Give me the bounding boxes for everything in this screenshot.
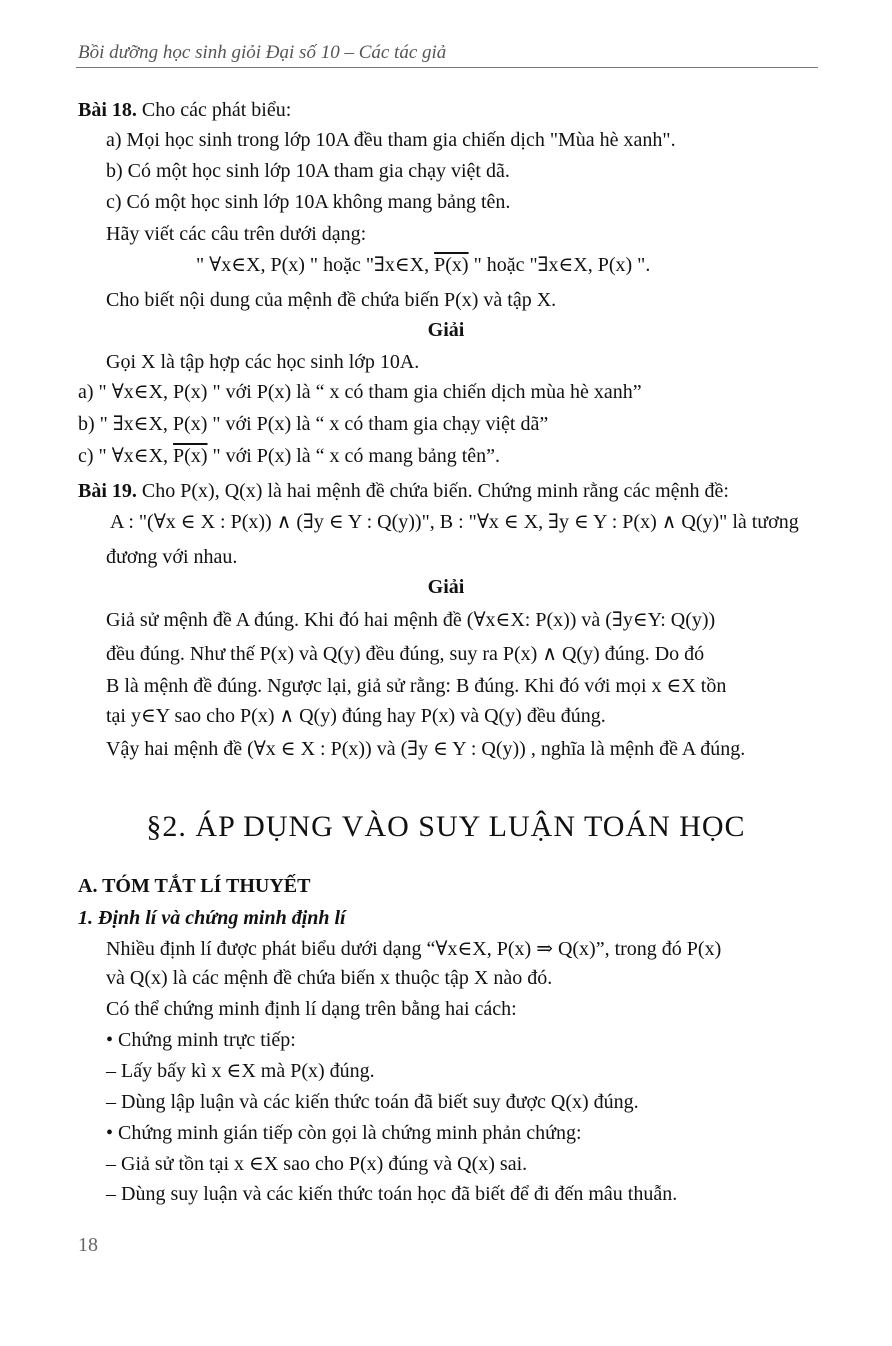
theory-line: – Lấy bấy kì x ∈X mà P(x) đúng. xyxy=(106,1060,375,1082)
theory-bullet: • Chứng minh gián tiếp còn gọi là chứng minh phản chứng: xyxy=(106,1122,582,1144)
task-text-2: Cho biết nội dung của mệnh đề chứa biến P(x) và tập X. xyxy=(106,289,557,311)
section-title: §2. ÁP DỤNG VÀO SUY LUẬN TOÁN HỌC xyxy=(146,810,746,843)
solution-c xyxy=(78,443,500,469)
task-text: Hãy viết các câu trên dưới dạng: xyxy=(106,223,367,245)
solution-a: a) " ∀x∈X, P(x) " với P(x) là “ x có tham gia chiến dịch mùa hè xanh” xyxy=(78,381,642,403)
theory-line: – Giả sử tồn tại x ∈X sao cho P(x) đúng và Q(x) sai. xyxy=(106,1153,528,1175)
negated-px: P(x) xyxy=(434,254,469,276)
theory-bullet: • Chứng minh trực tiếp: xyxy=(106,1029,296,1051)
negated-px: P(x) xyxy=(173,445,208,467)
theory-line: – Dùng suy luận và các kiến thức toán học đã biết để đi đến mâu thuẫn. xyxy=(106,1183,678,1205)
subsection-heading: 1. Định lí và chứng minh định lí xyxy=(78,907,346,929)
problem-intro: Cho P(x), Q(x) là hai mệnh đề chứa biến. Chứng minh rằng các mệnh đề: xyxy=(141,480,729,502)
statement-ab: A : "(∀x ∈ X : P(x)) ∧ (∃y ∈ Y : Q(y))", B : "∀x ∈ X, ∃y ∈ Y : P(x) ∧ Q(y)" là tương xyxy=(110,511,799,533)
problem-18-heading xyxy=(78,97,291,123)
statement-a: a) Mọi học sinh trong lớp 10A đều tham gia chiến dịch "Mùa hè xanh". xyxy=(106,129,676,151)
solution-b: b) " ∃x∈X, P(x) " với P(x) là “ x có tham gia chạy việt dã” xyxy=(78,413,549,435)
header-rule xyxy=(76,67,818,68)
theory-line: và Q(x) là các mệnh đề chứa biến x thuộc tập X nào đó. xyxy=(106,967,553,989)
theory-line: – Dùng lập luận và các kiến thức toán đã biết suy được Q(x) đúng. xyxy=(106,1091,639,1113)
text: " với P(x) là “ x có mang bảng tên”. xyxy=(207,445,501,467)
statement-b: b) Có một học sinh lớp 10A tham gia chạy việt dã. xyxy=(106,160,510,182)
running-header: Bồi dưỡng học sinh giỏi Đại số 10 – Các tác giả xyxy=(78,42,447,63)
solution-line: Vậy hai mệnh đề (∀x ∈ X : P(x)) và (∃y ∈ Y : Q(y)) , nghĩa là mệnh đề A đúng. xyxy=(106,738,746,760)
problem-intro: Cho các phát biểu: xyxy=(141,99,292,121)
problem-label: Bài 19. xyxy=(78,480,137,502)
theory-line: Có thể chứng minh định lí dạng trên bằng hai cách: xyxy=(106,998,517,1020)
formula-part: " hoặc "∃x∈X, P(x) ". xyxy=(468,254,651,276)
statement-c: c) Có một học sinh lớp 10A không mang bảng tên. xyxy=(106,191,511,213)
part-heading: A. TÓM TẮT LÍ THUYẾT xyxy=(78,875,311,897)
solution-line: Giả sử mệnh đề A đúng. Khi đó hai mệnh đề (∀x∈X: P(x)) và (∃y∈Y: Q(y)) xyxy=(106,609,716,631)
solution-line: B là mệnh đề đúng. Ngược lại, giả sử rằng: B đúng. Khi đó với mọi x ∈X tồn xyxy=(106,675,727,697)
problem-19-heading xyxy=(78,478,729,504)
solution-heading: Giải xyxy=(427,576,465,598)
problem-label: Bài 18. xyxy=(78,99,137,121)
solution-heading: Giải xyxy=(427,319,465,341)
text: c) " ∀x∈X, xyxy=(78,445,174,467)
theory-line: Nhiều định lí được phát biểu dưới dạng “∀x∈X, P(x) ⇒ Q(x)”, trong đó P(x) xyxy=(106,938,722,960)
formula-part: " ∀x∈X, P(x) " hoặc "∃x∈X, xyxy=(196,254,435,276)
solution-line: đều đúng. Như thế P(x) và Q(y) đều đúng, suy ra P(x) ∧ Q(y) đúng. Do đó xyxy=(106,643,705,665)
formula-line xyxy=(196,252,650,278)
page-number: 18 xyxy=(78,1234,98,1256)
solution-intro: Gọi X là tập hợp các học sinh lớp 10A. xyxy=(106,351,420,373)
statement-cont: đương với nhau. xyxy=(106,546,238,568)
solution-line: tại y∈Y sao cho P(x) ∧ Q(y) đúng hay P(x) và Q(y) đều đúng. xyxy=(106,705,606,727)
